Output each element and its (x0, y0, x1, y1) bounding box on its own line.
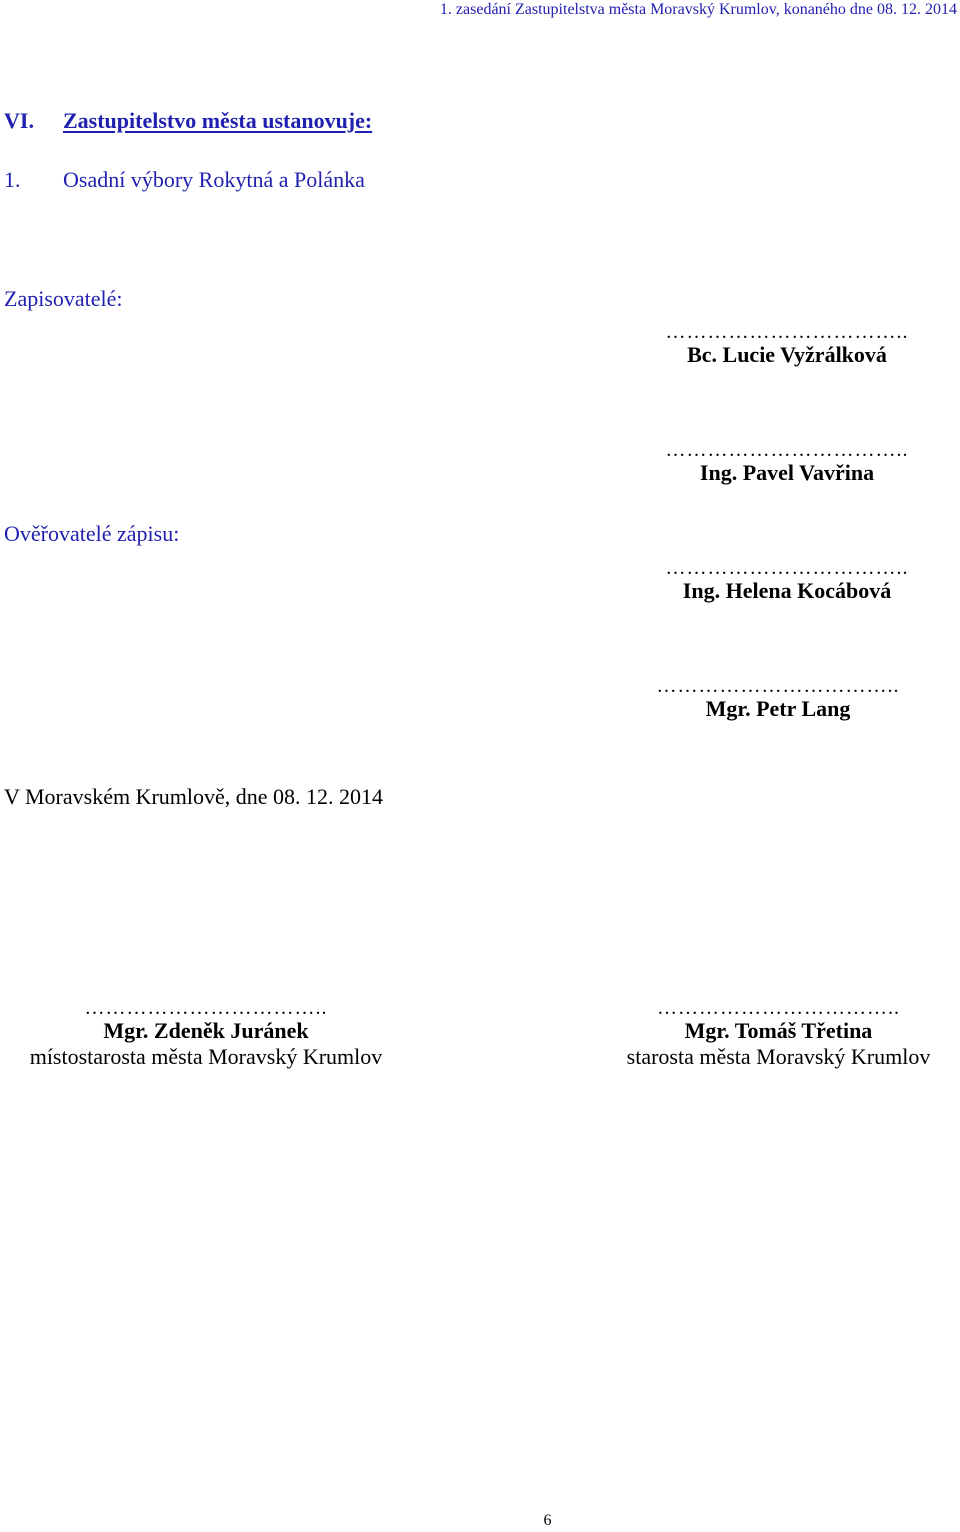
signature-block-recorder (617, 322, 957, 368)
signature-name: Mgr. Petr Lang (705, 696, 851, 721)
signature-line: …………………………….. (665, 557, 909, 579)
page-number: 6 (543, 1512, 552, 1529)
page-header: 1. zasedání Zastupitelstva města Moravský Krumlov, konaného dne 08. 12. 2014 (439, 1, 957, 18)
signature-name: Mgr. Tomáš Třetina (684, 1018, 873, 1043)
signature-block-verifier-3 (608, 676, 948, 722)
signature-line: …………………………….. (656, 675, 900, 697)
signature-role: místostarosta města Moravský Krumlov (29, 1044, 383, 1069)
signature-line: …………………………….. (657, 997, 900, 1019)
place-and-date: V Moravském Krumlově, dne 08. 12. 2014 (4, 784, 384, 809)
signature-name: Ing. Helena Kocábová (682, 578, 892, 603)
item-text: Osadní výbory Rokytná a Polánka (63, 167, 365, 192)
signature-name: Bc. Lucie Vyžrálková (687, 342, 887, 367)
signature-line: …………………………….. (665, 321, 909, 343)
signature-block-mayor (600, 998, 957, 1070)
recorders-label: Zapisovatelé: (4, 286, 123, 311)
section-title: Zastupitelstvo města ustanovuje: (63, 108, 373, 133)
signature-block-deputy-mayor (0, 998, 412, 1070)
signature-line: …………………………….. (84, 997, 328, 1019)
section-number: VI. (4, 108, 34, 133)
signature-block-verifier-1 (617, 440, 957, 486)
item-number: 1. (4, 167, 21, 192)
signature-block-verifier-2 (617, 558, 957, 604)
verifiers-label: Ověřovatelé zápisu: (4, 521, 180, 546)
signature-line: …………………………….. (665, 439, 909, 461)
signature-name: Ing. Pavel Vavřina (699, 460, 875, 485)
signature-role: starosta města Moravský Krumlov (626, 1044, 931, 1069)
signature-name: Mgr. Zdeněk Juránek (103, 1018, 309, 1043)
